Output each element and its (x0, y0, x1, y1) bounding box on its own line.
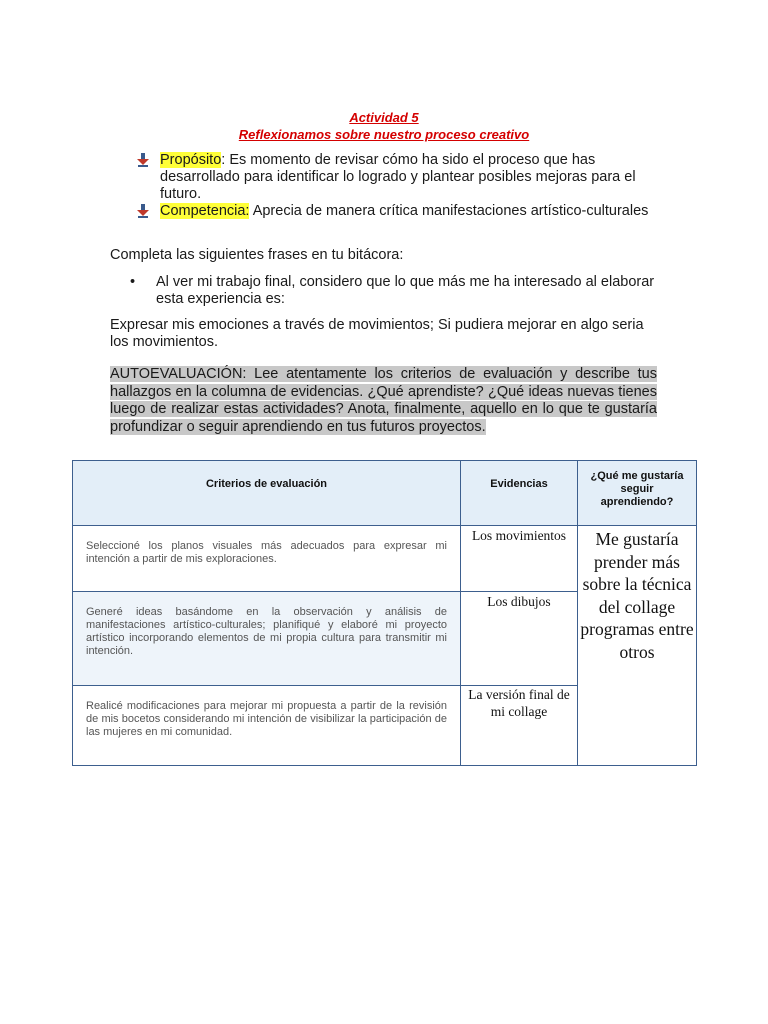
competence-text: Aprecia de manera crítica manifestaciones artístico-culturales (249, 203, 649, 219)
header-criteria: Criterios de evaluación (205, 478, 328, 490)
evidence-text: Los dibujos (487, 594, 551, 609)
criteria-cell (73, 592, 461, 686)
header-criteria-cell (73, 461, 461, 526)
activity-title: Actividad 5 (349, 110, 419, 125)
evidence-cell (461, 592, 578, 686)
table-header-row (73, 461, 697, 526)
competence-item (136, 203, 666, 220)
competence-label: Competencia: (160, 203, 250, 219)
purpose-label: Propósito (160, 152, 222, 168)
reflection-bullet (130, 274, 660, 308)
criteria-cell (73, 686, 461, 766)
self-evaluation-paragraph (110, 366, 657, 436)
evidence-text: La versión final de mi collage (468, 687, 570, 719)
learn-more-answer: Me gustaría prender más sobre la técnica del collage programas entre otros (580, 529, 694, 662)
activity-subtitle: Reflexionamos sobre nuestro proceso creativo (238, 127, 530, 142)
criteria-cell (73, 526, 461, 592)
criteria-text: Generé ideas basándome en la observación y análisis de manifestaciones artístico-culturales; planifiqué y elaboré mi proyecto artístico incorporando elementos de mi propia cultura para transmitir mi intención. (86, 606, 447, 657)
self-evaluation-text: AUTOEVALUACIÓN: Lee atentamente los criterios de evaluación y describe tus hallazgos en la columna de evidencias. ¿Qué aprendiste? ¿Qué ideas nuevas tienes luego de realizar estas actividades? Anota, finalmente, aquello en lo que te gustaría profundizar o seguir aprendiendo en tus futuros proyectos. (110, 366, 657, 435)
evidence-cell (461, 526, 578, 592)
criteria-text: Realicé modificaciones para mejorar mi propuesta a partir de la revisión de mis bocetos considerando mi intención de visibilizar la participación de las mujeres en mi comunidad. (86, 700, 447, 738)
instruction-text: Completa las siguientes frases en tu bitácora: (110, 247, 404, 263)
arrow-down-bullet-icon (136, 153, 150, 167)
bullet-dot-icon: • (130, 274, 136, 290)
table-row (73, 526, 697, 592)
reflection-bullet-text: Al ver mi trabajo final, considero que lo que más me ha interesado al elaborar esta experiencia es: (156, 274, 655, 307)
purpose-item (136, 152, 666, 203)
arrow-down-bullet-icon (136, 204, 150, 218)
evidence-cell (461, 686, 578, 766)
answer-text: Expresar mis emociones a través de movimientos; Si pudiera mejorar en algo seria los movimientos. (110, 317, 644, 350)
purpose-text: : Es momento de revisar cómo ha sido el proceso que has desarrollado para identificar lo logrado y plantear posibles mejoras para el futuro. (160, 152, 636, 202)
header-evidence: Evidencias (490, 478, 548, 490)
header-learn-more-cell (578, 461, 697, 526)
header-evidence-cell (461, 461, 578, 526)
criteria-table (72, 460, 697, 766)
evidence-text: Los movimientos (471, 528, 567, 543)
header-learn-more: ¿Qué me gustaría seguir aprendiendo? (590, 470, 684, 508)
criteria-text: Seleccioné los planos visuales más adecuados para expresar mi intención a partir de mis exploraciones. (86, 540, 447, 565)
learn-more-cell (578, 526, 697, 766)
